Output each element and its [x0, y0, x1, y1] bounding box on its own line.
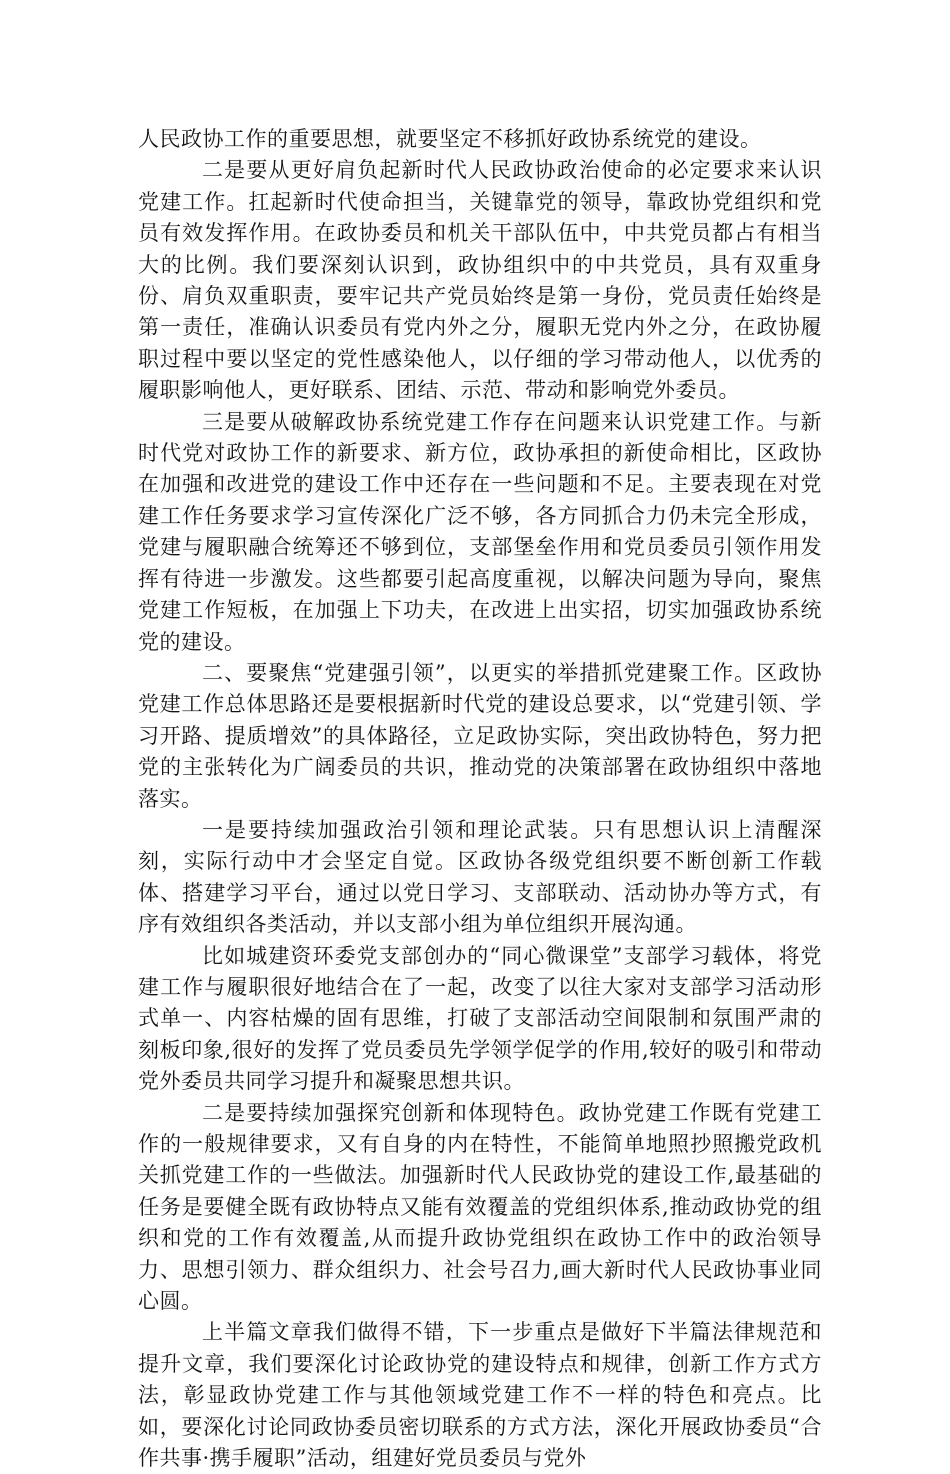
paragraph-1: 人民政协工作的重要思想，就要坚定不移抓好政协系统党的建设。	[138, 127, 762, 151]
paragraph-2: 二是要从更好肩负起新时代人民政协政治使命的必定要求来认识党建工作。扛起新时代使命担当，关键靠党的领导，靠政协党组织和党员有效发挥作用。在政协委员和机关干部队伍中，中共党员都占有相当大的比例。我们要深刻认识到，政协组织中的中共党员，具有双重身份、肩负双重职责，要牢记共产党员始终是第一身份，党员责任始终是第一责任，准确认识委员有党内外之分，履职无党内外之分，在政协履职过程中要以坚定的党性感染他人，以仔细的学习带动他人，以优秀的履职影响他人，更好联系、团结、示范、带动和影响党外委员。	[138, 158, 822, 403]
paragraph-6: 比如城建资环委党支部创办的“同心微课堂”支部学习载体，将党建工作与履职很好地结合在了一起，改变了以往大家对支部学习活动形式单一、内容枯燥的固有思维，打破了支部活动空间限制和氛围严肃的刻板印象,很好的发挥了党员委员先学领学促学的作用,较好的吸引和带动党外委员共同学习提升和凝聚思想共识。	[138, 943, 822, 1094]
paragraph-5: 一是要持续加强政治引领和理论武装。只有思想认识上清醒深刻，实际行动中才会坚定自觉。区政协各级党组织要不断创新工作载体、搭建学习平台，通过以党日学习、支部联动、活动协办等方式，有序有效组织各类活动，并以支部小组为单位组织开展沟通。	[138, 817, 822, 937]
paragraph-3: 三是要从破解政协系统党建工作存在问题来认识党建工作。与新时代党对政协工作的新要求、新方位，政协承担的新使命相比，区政协在加强和改进党的建设工作中还存在一些问题和不足。主要表现在对党建工作任务要求学习宣传深化广泛不够，各方同抓合力仍未完全形成，党建与履职融合统筹还不够到位，支部堡垒作用和党员委员引领作用发挥有待进一步激发。这些都要引起高度重视，以解决问题为导向，聚焦党建工作短板，在加强上下功夫，在改进上出实招，切实加强政协系统党的建设。	[138, 409, 822, 654]
paragraph-8: 上半篇文章我们做得不错，下一步重点是做好下半篇法律规范和提升文章，我们要深化讨论政协党的建设特点和规律，创新工作方式方法，彰显政协党建工作与其他领域党建工作不一样的特色和亮点。比如，要深化讨论同政协委员密切联系的方式方法，深化开展政协委员“合作共事·携手履职”活动，组建好党员委员与党外	[138, 1320, 822, 1471]
paragraph-4: 二、要聚焦“党建强引领”，以更实的举措抓党建聚工作。区政协党建工作总体思路还是要根据新时代党的建设总要求，以“党建引领、学习开路、提质增效”的具体路径，立足政协实际，突出政协特色，努力把党的主张转化为广阔委员的共识，推动党的决策部署在政协组织中落地落实。	[138, 660, 822, 811]
paragraph-7: 二是要持续加强探究创新和体现特色。政协党建工作既有党建工作的一般规律要求，又有自身的内在特性，不能简单地照抄照搬党政机关抓党建工作的一些做法。加强新时代人民政协党的建设工作,最基础的任务是要健全既有政协特点又能有效覆盖的党组织体系,推动政协党的组织和党的工作有效覆盖,从而提升政协党组织在政协工作中的政治领导力、思想引领力、群众组织力、社会号召力,画大新时代人民政协事业同心圆。	[138, 1100, 822, 1314]
document-body	[138, 124, 822, 1474]
